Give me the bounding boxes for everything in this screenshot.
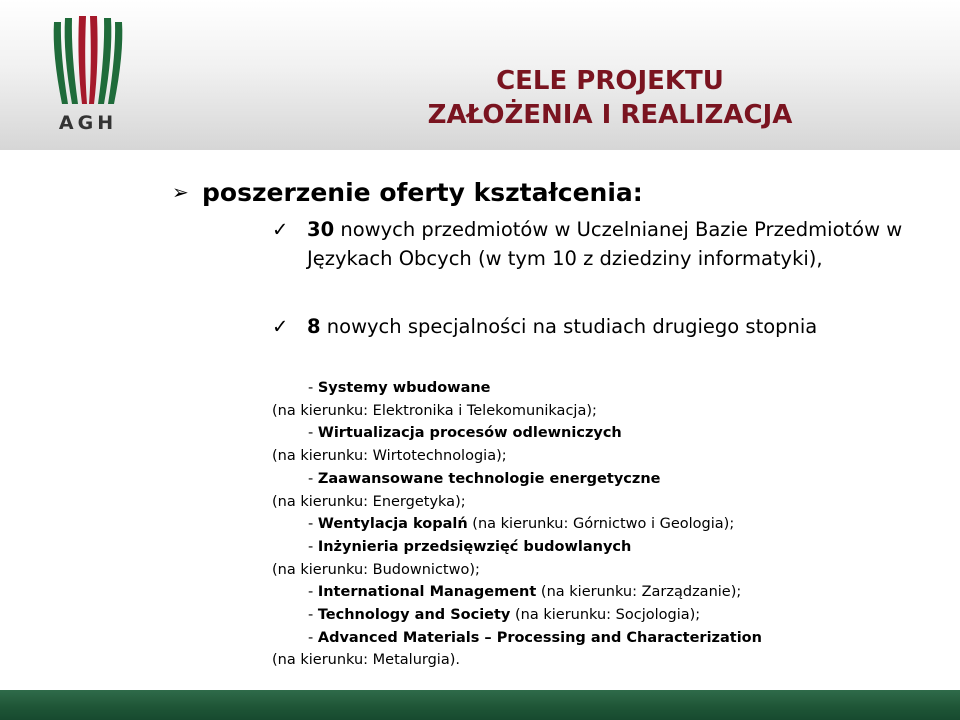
logo-text: AGH xyxy=(58,112,118,134)
check-list-item xyxy=(272,312,927,341)
section-heading xyxy=(172,176,643,209)
specialty-name: International Management xyxy=(317,584,537,601)
check-item-text xyxy=(307,215,927,273)
agh-emblem-icon xyxy=(48,14,128,109)
specialty-name: Wentylacja kopalń xyxy=(317,516,468,533)
specialty-field: (na kierunku: Metalurgia). xyxy=(272,652,460,669)
specialty-field: (na kierunku: Elektronika i Telekomunikacja); xyxy=(272,402,597,419)
specialty-item: - Wentylacja kopalń (na kierunku: Górnictwo i Geologia); xyxy=(308,516,735,533)
item-description: nowych specjalności na studiach drugiego stopnia xyxy=(320,315,818,338)
specialty-item: - Systemy wbudowane xyxy=(308,380,491,396)
specialty-item: - International Management (na kierunku: Zarządzanie); xyxy=(308,584,742,601)
item-count: 8 xyxy=(307,315,321,338)
slide-header xyxy=(0,0,960,150)
check-list-item xyxy=(272,215,927,273)
specialty-item: - Technology and Society (na kierunku: Socjologia); xyxy=(308,607,701,624)
checkmark-icon: ✓ xyxy=(272,218,289,241)
check-item-text xyxy=(307,312,927,341)
specialty-name: Systemy wbudowane xyxy=(317,380,491,396)
agh-logo xyxy=(48,14,128,144)
specialty-field: (na kierunku: Wirtotechnologia); xyxy=(272,448,507,465)
specialty-item: - Inżynieria przedsięwzięć budowlanych xyxy=(308,538,632,555)
item-description: nowych przedmiotów w Uczelnianej Bazie Przedmiotów w Językach Obcych (w tym 10 z dziedziny informatyki), xyxy=(307,218,903,270)
arrow-bullet-icon: ➢ xyxy=(172,180,189,204)
section-heading-text: poszerzenie oferty kształcenia: xyxy=(202,178,643,207)
item-count: 30 xyxy=(307,218,335,241)
slide-title xyxy=(260,64,960,132)
specialty-item: - Wirtualizacja procesów odlewniczych xyxy=(308,425,622,442)
title-line-1: CELE PROJEKTU xyxy=(496,66,724,96)
specialty-item: - Advanced Materials – Processing and Characterization xyxy=(308,629,762,646)
checkmark-icon: ✓ xyxy=(272,315,289,338)
specialty-name: Wirtualizacja procesów odlewniczych xyxy=(317,425,622,442)
title-line-2: ZAŁOŻENIA I REALIZACJA xyxy=(427,100,793,130)
specialty-item: - Zaawansowane technologie energetyczne xyxy=(308,470,661,487)
specialty-name: Advanced Materials – Processing and Characterization xyxy=(317,629,762,646)
specialty-field: (na kierunku: Energetyka); xyxy=(272,493,466,510)
footer-bar xyxy=(0,690,960,720)
specialty-name: Technology and Society xyxy=(317,607,511,624)
specialty-name: Zaawansowane technologie energetyczne xyxy=(317,470,661,487)
specialty-field: (na kierunku: Budownictwo); xyxy=(272,561,480,578)
specialty-list xyxy=(272,377,762,672)
specialty-name: Inżynieria przedsięwzięć budowlanych xyxy=(317,538,632,555)
